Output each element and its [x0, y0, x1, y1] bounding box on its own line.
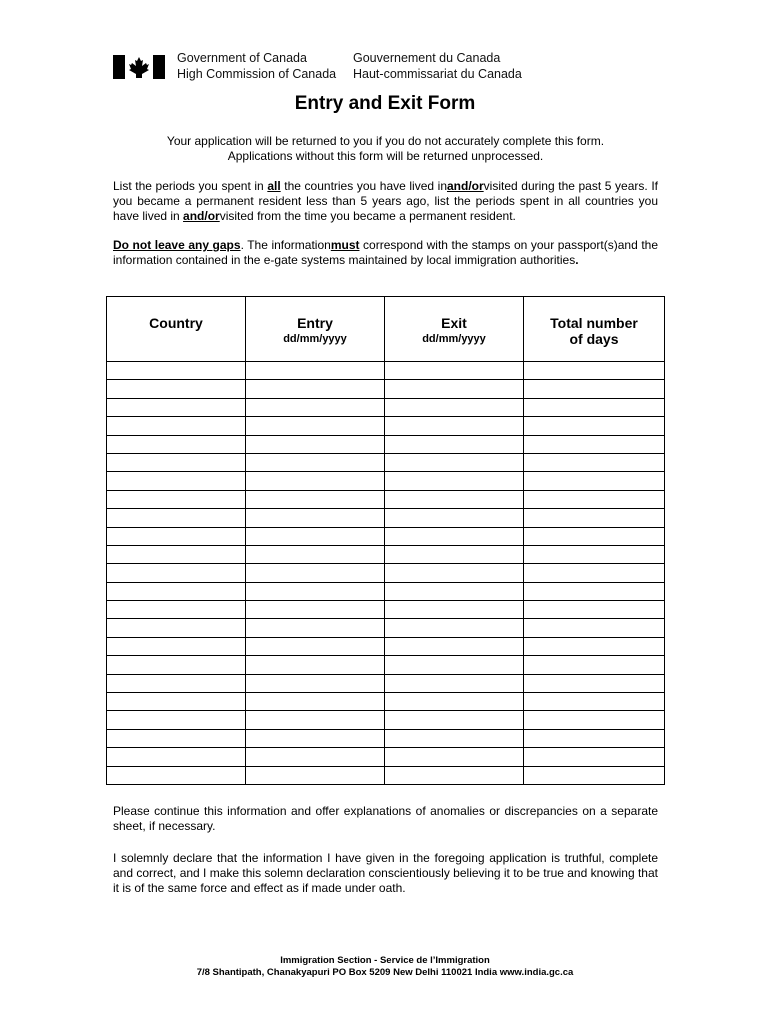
entry-date-cell[interactable]	[246, 766, 385, 784]
exit-date-cell[interactable]	[385, 582, 524, 600]
entry-date-cell[interactable]	[246, 398, 385, 416]
country-cell[interactable]	[107, 509, 246, 527]
country-cell[interactable]	[107, 398, 246, 416]
table-row	[107, 601, 665, 619]
total-days-cell[interactable]	[524, 417, 665, 435]
entry-date-cell[interactable]	[246, 362, 385, 380]
total-days-cell[interactable]	[524, 564, 665, 582]
p2-period: .	[575, 253, 579, 267]
p2-text1: . The information	[240, 238, 331, 252]
p1-bold-andor-1: and/or	[447, 179, 484, 193]
country-cell[interactable]	[107, 582, 246, 600]
entry-date-cell[interactable]	[246, 729, 385, 747]
total-days-cell[interactable]	[524, 435, 665, 453]
exit-date-cell[interactable]	[385, 362, 524, 380]
total-days-cell[interactable]	[524, 601, 665, 619]
total-days-cell[interactable]	[524, 619, 665, 637]
entry-date-cell[interactable]	[246, 656, 385, 674]
table-row	[107, 472, 665, 490]
continuation-note: Please continue this information and offer explanations of anomalies or discrepancies on a separate sheet, if necessary.	[113, 804, 658, 833]
p1-bold-all: all	[267, 179, 281, 193]
entry-date-cell[interactable]	[246, 693, 385, 711]
header-exit-format: dd/mm/yyyy	[422, 333, 486, 345]
gov-fr-line1: Gouvernement du Canada	[353, 51, 501, 65]
exit-date-cell[interactable]	[385, 398, 524, 416]
total-days-cell[interactable]	[524, 693, 665, 711]
table-row	[107, 748, 665, 766]
table-row	[107, 729, 665, 747]
table-row	[107, 545, 665, 563]
header-country-label: Country	[149, 315, 203, 331]
gov-fr-line2: Haut-commissariat du Canada	[353, 67, 522, 81]
page-title: Entry and Exit Form	[294, 93, 476, 114]
p1-text3: visited during the past 5 years. If you became a permanent resident less than 5 years ago, list the periods spent in all countries you have lived in	[113, 179, 658, 223]
entry-date-cell[interactable]	[246, 748, 385, 766]
country-cell[interactable]	[107, 711, 246, 729]
p1-text2: the countries you have lived in	[280, 179, 447, 193]
total-days-cell[interactable]	[524, 509, 665, 527]
table-row	[107, 490, 665, 508]
table-row	[107, 362, 665, 380]
entry-exit-table	[106, 296, 665, 785]
exit-date-cell[interactable]	[385, 472, 524, 490]
header-entry-label: Entry	[297, 315, 333, 331]
header-entry	[246, 297, 385, 362]
total-days-cell[interactable]	[524, 527, 665, 545]
exit-date-cell[interactable]	[385, 564, 524, 582]
country-cell[interactable]	[107, 453, 246, 471]
entry-date-cell[interactable]	[246, 380, 385, 398]
entry-date-cell[interactable]	[246, 601, 385, 619]
table-row	[107, 711, 665, 729]
country-cell[interactable]	[107, 693, 246, 711]
country-cell[interactable]	[107, 637, 246, 655]
instructions-paragraph	[113, 179, 658, 224]
country-cell[interactable]	[107, 472, 246, 490]
entry-date-cell[interactable]	[246, 417, 385, 435]
total-days-cell[interactable]	[524, 490, 665, 508]
exit-date-cell[interactable]	[385, 656, 524, 674]
total-days-cell[interactable]	[524, 472, 665, 490]
p1-text4: visited from the time you became a permanent resident.	[219, 209, 516, 223]
canada-flag-icon	[113, 55, 165, 79]
exit-date-cell[interactable]	[385, 674, 524, 692]
header-country	[107, 297, 246, 362]
header-total-days	[524, 297, 665, 362]
country-cell[interactable]	[107, 490, 246, 508]
exit-date-cell[interactable]	[385, 748, 524, 766]
entry-date-cell[interactable]	[246, 490, 385, 508]
p2-bold-must: must	[330, 238, 360, 252]
entry-date-cell[interactable]	[246, 435, 385, 453]
footer-line1: Immigration Section - Service de l’Immigration	[280, 955, 490, 966]
country-cell[interactable]	[107, 656, 246, 674]
table-row	[107, 656, 665, 674]
intro-line2: Applications without this form will be returned unprocessed.	[227, 149, 544, 163]
entry-date-cell[interactable]	[246, 509, 385, 527]
government-name-french	[353, 50, 522, 82]
entry-date-cell[interactable]	[246, 674, 385, 692]
total-days-cell[interactable]	[524, 729, 665, 747]
table-row	[107, 527, 665, 545]
country-cell[interactable]	[107, 748, 246, 766]
government-name-english	[177, 50, 336, 82]
exit-date-cell[interactable]	[385, 527, 524, 545]
exit-date-cell[interactable]	[385, 766, 524, 784]
p2-text2: correspond with the stamps on your passport(s)and the information contained in the e-gate systems maintained by local immigration authorities	[113, 238, 658, 267]
country-cell[interactable]	[107, 545, 246, 563]
total-days-cell[interactable]	[524, 674, 665, 692]
p1-text1: List the periods you spent in	[113, 179, 268, 193]
entry-date-cell[interactable]	[246, 637, 385, 655]
total-days-cell[interactable]	[524, 362, 665, 380]
country-cell[interactable]	[107, 435, 246, 453]
table-row	[107, 453, 665, 471]
entry-date-cell[interactable]	[246, 582, 385, 600]
table-row	[107, 564, 665, 582]
table-row	[107, 509, 665, 527]
exit-date-cell[interactable]	[385, 711, 524, 729]
table-row	[107, 380, 665, 398]
exit-date-cell[interactable]	[385, 435, 524, 453]
header-total-line2: of days	[569, 331, 619, 347]
intro-line1: Your application will be returned to you if you do not accurately complete this form.	[166, 134, 605, 148]
total-days-cell[interactable]	[524, 637, 665, 655]
total-days-cell[interactable]	[524, 398, 665, 416]
entry-date-cell[interactable]	[246, 564, 385, 582]
country-cell[interactable]	[107, 766, 246, 784]
footer-line2: 7/8 Shantipath, Chanakyapuri PO Box 5209 New Delhi 110021 India www.india.gc.ca	[196, 967, 574, 978]
exit-date-cell[interactable]	[385, 380, 524, 398]
entry-date-cell[interactable]	[246, 453, 385, 471]
header-total-line1: Total number	[550, 315, 638, 331]
exit-date-cell[interactable]	[385, 693, 524, 711]
no-gaps-paragraph	[113, 238, 658, 268]
country-cell[interactable]	[107, 674, 246, 692]
intro-notice	[113, 134, 658, 164]
total-days-cell[interactable]	[524, 748, 665, 766]
country-cell[interactable]	[107, 601, 246, 619]
solemn-declaration: I solemnly declare that the information I have given in the foregoing application is truthful, complete and correct, and I make this solemn declaration conscientiously believing it to be true and knowing that it is of the same force and effect as if made under oath.	[113, 851, 658, 895]
entry-date-cell[interactable]	[246, 545, 385, 563]
table-row	[107, 435, 665, 453]
table-row	[107, 582, 665, 600]
entry-date-cell[interactable]	[246, 619, 385, 637]
table-row	[107, 619, 665, 637]
table-row	[107, 766, 665, 784]
country-cell[interactable]	[107, 729, 246, 747]
country-cell[interactable]	[107, 564, 246, 582]
exit-date-cell[interactable]	[385, 729, 524, 747]
total-days-cell[interactable]	[524, 380, 665, 398]
total-days-cell[interactable]	[524, 582, 665, 600]
gov-en-line1: Government of Canada	[177, 51, 307, 65]
total-days-cell[interactable]	[524, 656, 665, 674]
table-row	[107, 417, 665, 435]
table-row	[107, 398, 665, 416]
entry-date-cell[interactable]	[246, 472, 385, 490]
table-row	[107, 674, 665, 692]
country-cell[interactable]	[107, 619, 246, 637]
exit-date-cell[interactable]	[385, 453, 524, 471]
country-cell[interactable]	[107, 527, 246, 545]
gov-en-line2: High Commission of Canada	[177, 67, 337, 81]
exit-date-cell[interactable]	[385, 601, 524, 619]
table-row	[107, 693, 665, 711]
country-cell[interactable]	[107, 417, 246, 435]
total-days-cell[interactable]	[524, 453, 665, 471]
p1-bold-andor-2: and/or	[183, 209, 220, 223]
country-cell[interactable]	[107, 362, 246, 380]
entry-date-cell[interactable]	[246, 711, 385, 729]
country-cell[interactable]	[107, 380, 246, 398]
header-entry-format: dd/mm/yyyy	[283, 333, 347, 345]
exit-date-cell[interactable]	[385, 545, 524, 563]
total-days-cell[interactable]	[524, 545, 665, 563]
header-exit	[385, 297, 524, 362]
header-exit-label: Exit	[441, 315, 467, 331]
footer	[0, 955, 770, 979]
total-days-cell[interactable]	[524, 766, 665, 784]
table-body	[107, 362, 665, 785]
entry-date-cell[interactable]	[246, 527, 385, 545]
exit-date-cell[interactable]	[385, 417, 524, 435]
exit-date-cell[interactable]	[385, 619, 524, 637]
table-header-row	[107, 297, 665, 362]
exit-date-cell[interactable]	[385, 637, 524, 655]
total-days-cell[interactable]	[524, 711, 665, 729]
exit-date-cell[interactable]	[385, 509, 524, 527]
government-header	[113, 50, 673, 84]
p2-bold-no-gaps: Do not leave any gaps	[113, 238, 241, 252]
table-row	[107, 637, 665, 655]
exit-date-cell[interactable]	[385, 490, 524, 508]
